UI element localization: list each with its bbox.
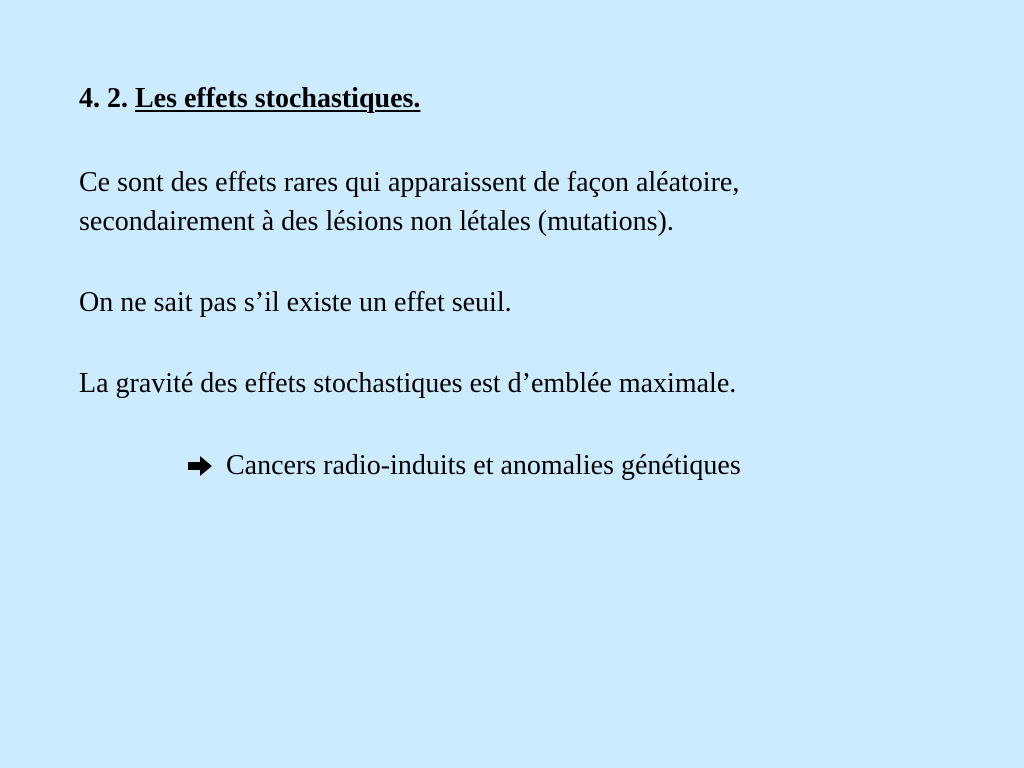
paragraph-1-line-1: Ce sont des effets rares qui apparaissent de façon aléatoire, — [79, 167, 740, 198]
slide-title — [79, 82, 420, 116]
section-number: 4. 2. — [79, 83, 135, 114]
paragraph-2: On ne sait pas s’il existe un effet seuil. — [79, 287, 512, 318]
paragraph-3: La gravité des effets stochastiques est d’emblée maximale. — [79, 368, 737, 399]
conclusion-line — [186, 449, 741, 483]
section-title: Les effets stochastiques. — [135, 83, 421, 114]
paragraph-1-line-2: secondairement à des lésions non létales (mutations). — [79, 206, 674, 237]
conclusion-text: Cancers radio-induits et anomalies génétiques — [226, 450, 741, 481]
right-arrow-icon — [186, 449, 214, 483]
